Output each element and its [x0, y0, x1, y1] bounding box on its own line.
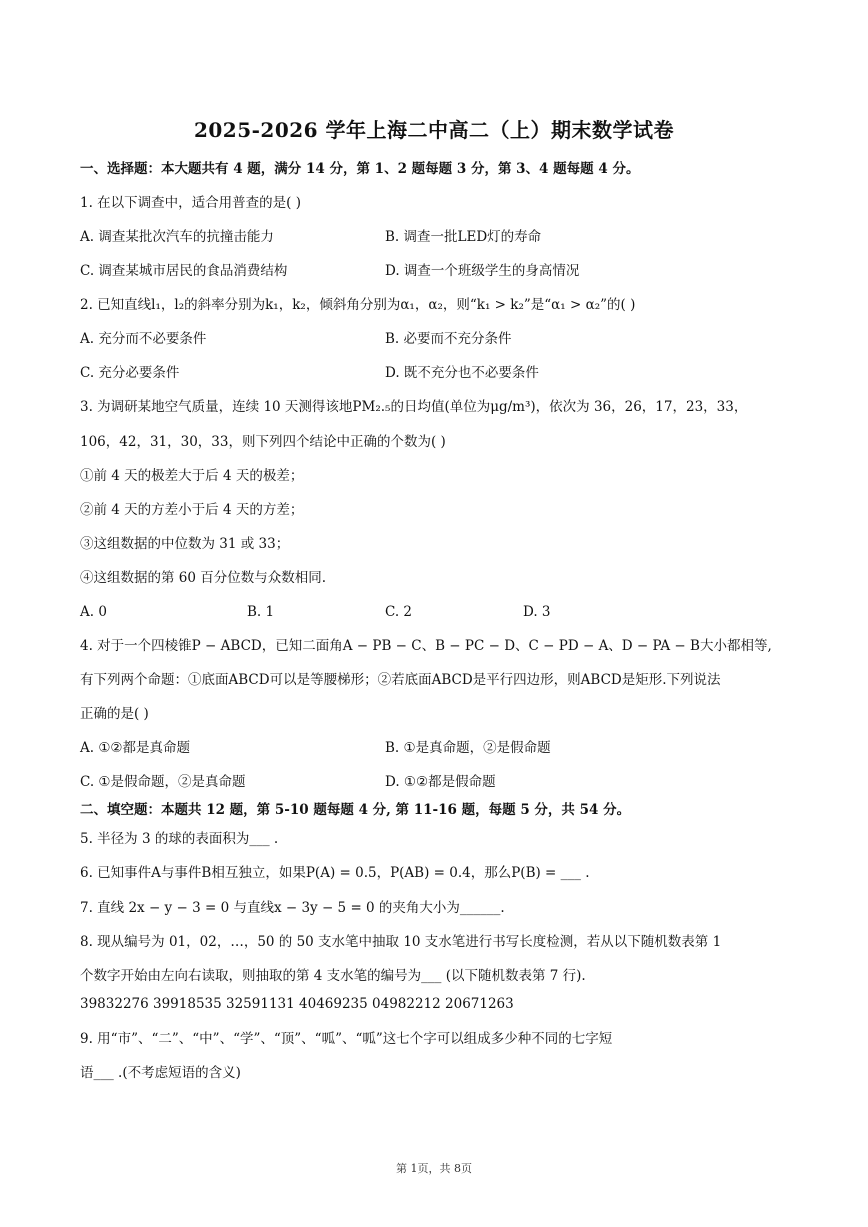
- question-1-option-d: D. 调查一个班级学生的身高情况: [385, 263, 580, 279]
- question-1-option-a: A. 调查某批次汽车的抗撞击能力: [80, 229, 274, 245]
- question-2-option-a: A. 充分而不必要条件: [80, 331, 207, 347]
- question-7: 7. 直线 2x − y − 3 = 0 与直线x − 3y − 5 = 0 的夹角大小为______.: [80, 900, 505, 916]
- question-8-stem-line-2: 个数字开始由左向右读取，则抽取的第 4 支水笔的编号为___ (以下随机数表第 7 行).: [80, 968, 586, 984]
- random-number-table-row: 39832276 39918535 32591131 40469235 04982212 20671263: [80, 996, 514, 1012]
- question-3-option-b: B. 1: [247, 604, 275, 620]
- question-4-option-c: C. ①是假命题，②是真命题: [80, 774, 246, 790]
- question-6: 6. 已知事件A与事件B相互独立，如果P(A) = 0.5，P(AB) = 0.4，那么P(B) = ___ .: [80, 865, 590, 881]
- question-2-option-b: B. 必要而不充分条件: [385, 331, 512, 347]
- question-3-option-d: D. 3: [523, 604, 551, 620]
- section-2-heading: 二、填空题：本题共 12 题，第 5-10 题每题 4 分, 第 11-16 题，每题 5 分，共 54 分。: [80, 802, 631, 818]
- question-2-stem: 2. 已知直线l₁，l₂的斜率分别为k₁，k₂，倾斜角分别为α₁，α₂，则“k₁ > k₂”是“α₁ > α₂”的( ): [80, 297, 636, 313]
- question-4-stem-line-1: 4. 对于一个四棱锥P − ABCD，已知二面角A − PB − C、B − PC − D、C − PD − A、D − PA − B大小都相等,: [80, 638, 772, 654]
- question-3-stem-line-1: 3. 为调研某地空气质量，连续 10 天测得该地PM₂.₅的日均值(单位为μg/m³)，依次为 36，26，17，23，33，: [80, 399, 748, 415]
- question-3-statement-1: ①前 4 天的极差大于后 4 天的极差；: [80, 468, 304, 484]
- question-4-stem-line-2: 有下列两个命题：①底面ABCD可以是等腰梯形；②若底面ABCD是平行四边形，则ABCD是矩形.下列说法: [80, 672, 721, 688]
- question-4-stem-line-3: 正确的是( ): [80, 706, 149, 722]
- question-2-option-d: D. 既不充分也不必要条件: [385, 365, 539, 381]
- question-3-option-c: C. 2: [385, 604, 413, 620]
- question-4-option-a: A. ①②都是真命题: [80, 740, 191, 756]
- question-1-option-c: C. 调查某城市居民的食品消费结构: [80, 263, 288, 279]
- question-8-stem-line-1: 8. 现从编号为 01，02，…，50 的 50 支水笔中抽取 10 支水笔进行书写长度检测，若从以下随机数表第 1: [80, 934, 722, 950]
- question-2-option-c: C. 充分必要条件: [80, 365, 180, 381]
- question-9-stem-line-2: 语___ .(不考虑短语的含义): [80, 1065, 241, 1081]
- exam-title: 2025-2026 学年上海二中高二（上）期末数学试卷: [193, 118, 675, 142]
- question-9-stem-line-1: 9. 用“市”、“二”、“中”、“学”、“顶”、“呱”、“呱”这七个字可以组成多少种不同的七字短: [80, 1031, 613, 1047]
- question-3-stem-line-2: 106，42，31，30，33，则下列四个结论中正确的个数为( ): [80, 434, 446, 450]
- question-1-stem: 1. 在以下调查中，适合用普查的是( ): [80, 195, 301, 211]
- question-3-statement-4: ④这组数据的第 60 百分位数与众数相同.: [80, 570, 327, 586]
- page-footer: 第 1页，共 8页: [396, 1162, 472, 1175]
- question-3-statement-2: ②前 4 天的方差小于后 4 天的方差；: [80, 502, 304, 518]
- question-4-option-b: B. ①是真命题，②是假命题: [385, 740, 551, 756]
- question-4-option-d: D. ①②都是假命题: [385, 774, 496, 790]
- section-1-heading: 一、选择题：本大题共有 4 题，满分 14 分，第 1、2 题每题 3 分，第 3、4 题每题 4 分。: [80, 161, 640, 177]
- question-5: 5. 半径为 3 的球的表面积为___ .: [80, 831, 279, 847]
- question-1-option-b: B. 调查一批LED灯的寿命: [385, 229, 542, 245]
- question-3-statement-3: ③这组数据的中位数为 31 或 33；: [80, 536, 290, 552]
- question-3-option-a: A. 0: [80, 604, 107, 620]
